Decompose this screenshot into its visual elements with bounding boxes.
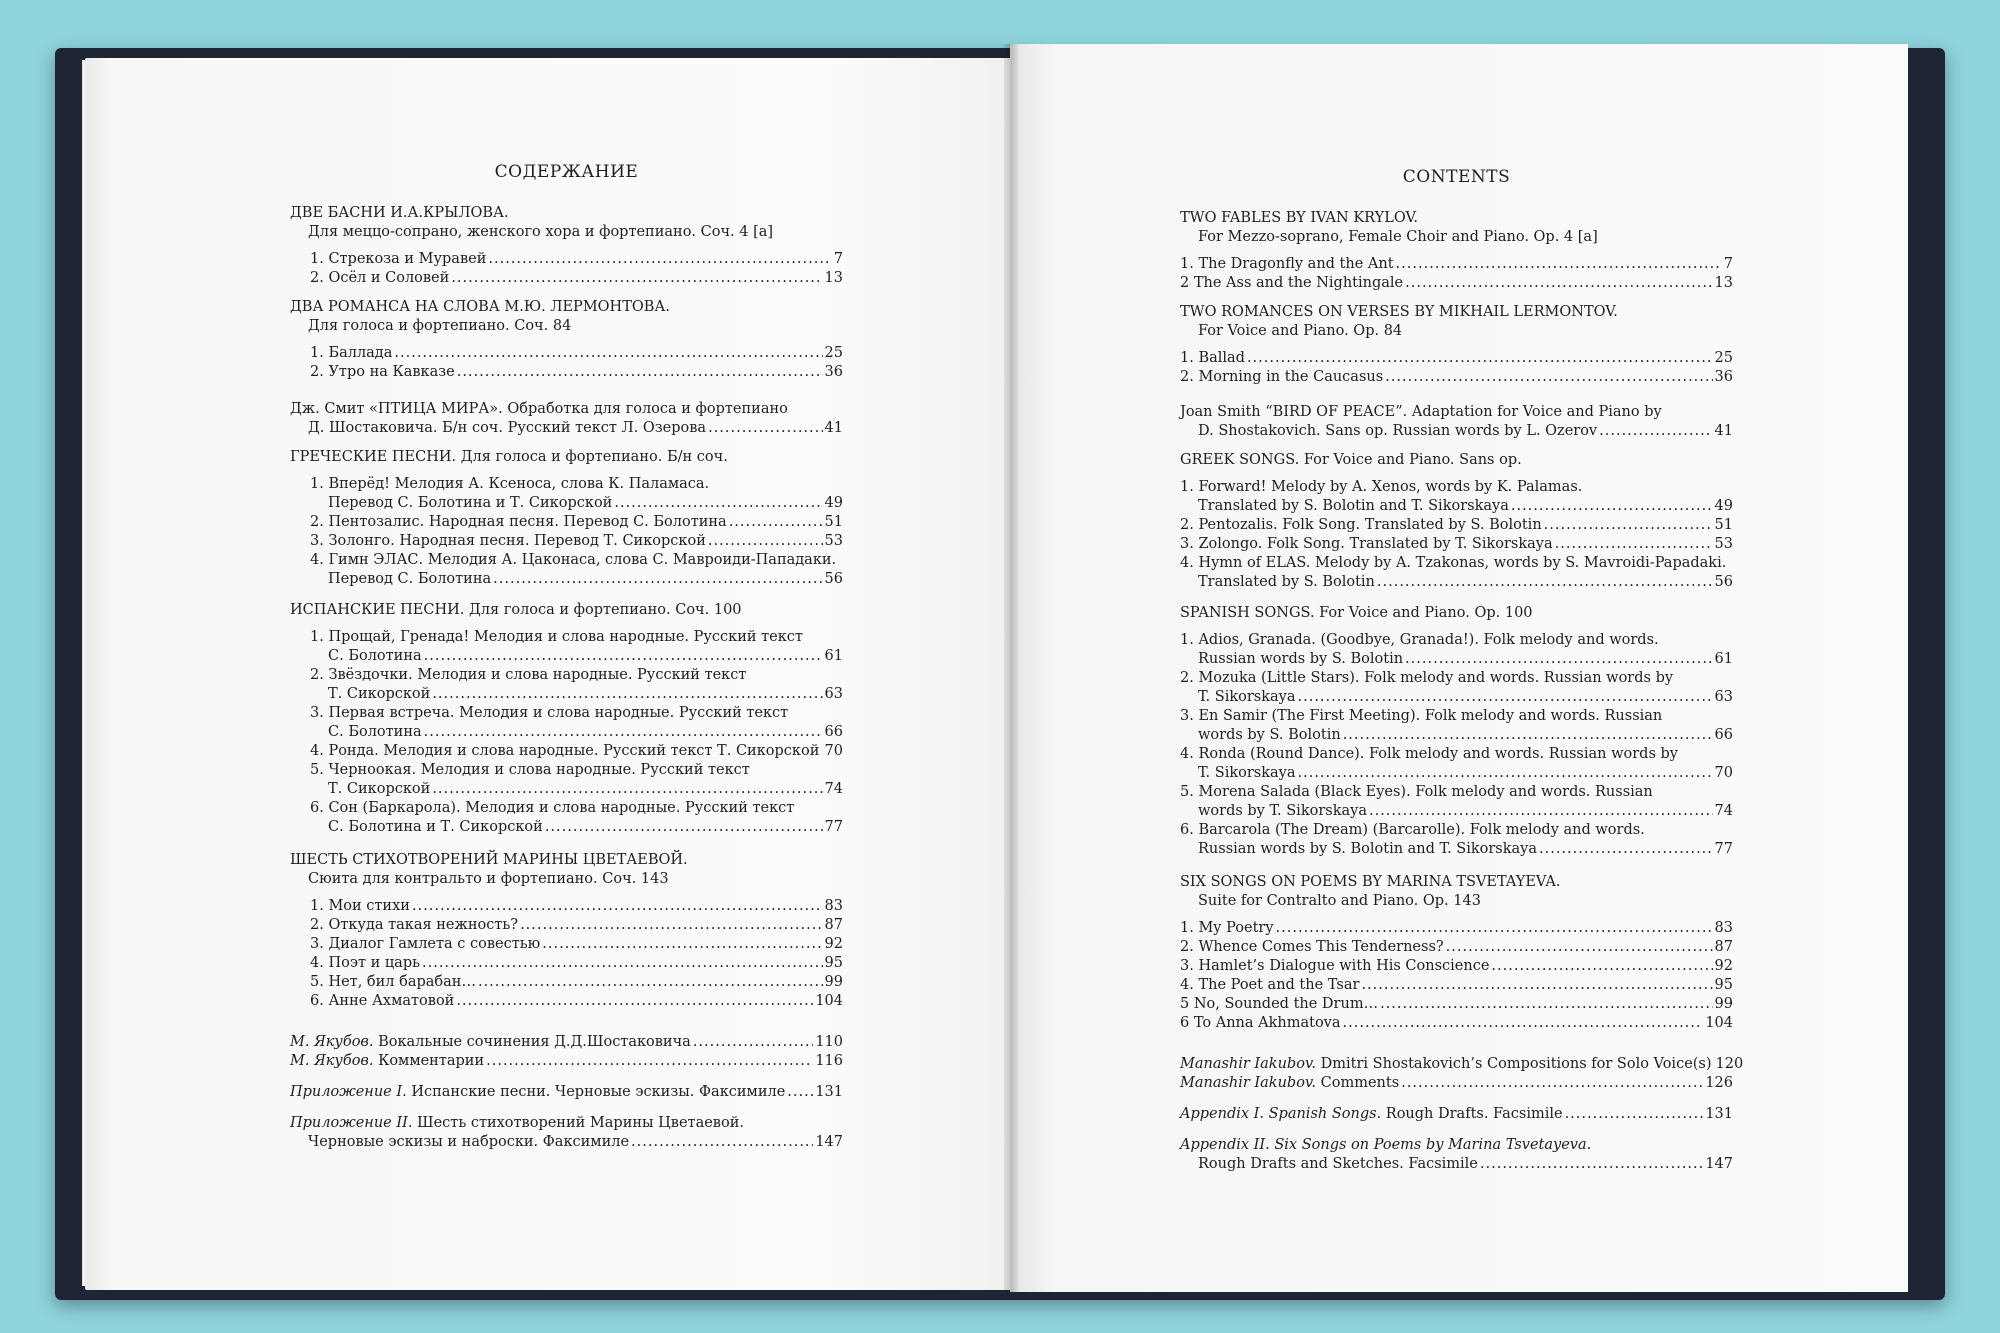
toc-entry: Appendix I. Spanish Songs. Rough Drafts. Facsimile ..... 131 xyxy=(1180,1105,1733,1124)
page-title: СОДЕРЖАНИЕ xyxy=(494,162,639,182)
toc-entry: 3. Zolongo. Folk Song. Translated by T. Sikorskaya ..... 53 xyxy=(1180,535,1733,554)
section xyxy=(290,298,843,382)
toc-entry-line: 1. Вперёд! Мелодия А. Ксеноса, слова К. Паламаса. xyxy=(310,476,710,492)
toc-entry: Черновые эскизы и наброски. Факсимиле ..... 147 xyxy=(290,1133,843,1152)
section-heading: ШЕСТЬ СТИХОТВОРЕНИЙ МАРИНЫ ЦВЕТАЕВОЙ. xyxy=(290,852,688,868)
toc-entry: С. Болотина ..... 61 xyxy=(290,647,843,666)
toc-entry: 3. Диалог Гамлета с совестью ..... 92 xyxy=(290,935,843,954)
section xyxy=(290,448,843,589)
toc-entry: 3. Hamlet’s Dialogue with His Conscience ..... 92 xyxy=(1180,957,1733,976)
page-title: CONTENTS xyxy=(1402,167,1511,187)
appendix-block xyxy=(290,1033,843,1152)
section-heading: ДВА РОМАНСА НА СЛОВА М.Ю. ЛЕРМОНТОВА. xyxy=(290,299,671,315)
section-subtitle: Для меццо-сопрано, женского хора и фортепиано. Соч. 4 [a] xyxy=(308,224,774,240)
toc-entry: 1. Ballad ..... 25 xyxy=(1180,349,1733,368)
section-heading: SPANISH SONGS. For Voice and Piano. Op. 100 xyxy=(1180,605,1533,621)
toc-entry: Manashir Iakubov. Dmitri Shostakovich’s Compositions for Solo Voice(s) 120 xyxy=(1180,1056,1744,1072)
section xyxy=(1180,303,1733,387)
toc-entry-line: 4. Hymn of ELAS. Melody by A. Tzakonas, words by S. Mavroidi-Papadaki. xyxy=(1180,555,1727,571)
toc-entry: Перевод С. Болотина ..... 56 xyxy=(290,570,843,589)
section-heading: ДВЕ БАСНИ И.А.КРЫЛОВА. xyxy=(290,205,509,221)
toc-entry: 6 To Anna Akhmatova ..... 104 xyxy=(1180,1014,1733,1033)
toc-entry: Russian words by S. Bolotin and T. Sikorskaya ..... 77 xyxy=(1180,840,1733,859)
toc-entry: С. Болотина и Т. Сикорской ..... 77 xyxy=(290,818,843,837)
toc-entry: М. Якубов. Вокальные сочинения Д.Д.Шостаковича ..... 110 xyxy=(290,1033,843,1052)
toc-entry-line: 5. Черноокая. Мелодия и слова народные. Русский текст xyxy=(310,762,750,778)
toc-entry: Rough Drafts and Sketches. Facsimile ..... 147 xyxy=(1180,1155,1733,1174)
toc-entry-line: 6. Сон (Баркарола). Мелодия и слова народные. Русский текст xyxy=(310,800,795,816)
toc-entry: Translated by S. Bolotin and T. Sikorskaya ..... 49 xyxy=(1180,497,1733,516)
toc-entry-line: 3. Первая встреча. Мелодия и слова народные. Русский текст xyxy=(310,705,789,721)
section xyxy=(290,400,843,438)
toc-entry-line: Joan Smith “BIRD OF PEACE”. Adaptation for Voice and Piano by xyxy=(1180,404,1662,420)
toc-entry-line: 2. Звёздочки. Мелодия и слова народные. Русский текст xyxy=(310,667,747,683)
toc-entry: words by T. Sikorskaya ..... 74 xyxy=(1180,802,1733,821)
toc-entry: С. Болотина ..... 66 xyxy=(290,723,843,742)
section-subtitle: For Mezzo-soprano, Female Choir and Piano. Op. 4 [a] xyxy=(1198,229,1598,245)
toc-entry: Т. Сикорской ..... 74 xyxy=(290,780,843,799)
toc-entry-line: 5. Morena Salada (Black Eyes). Folk melody and words. Russian xyxy=(1180,784,1653,800)
toc-entry: 1. The Dragonfly and the Ant ..... 7 xyxy=(1180,255,1733,274)
toc-entry: 6. Анне Ахматовой ..... 104 xyxy=(290,992,843,1011)
toc-entry-line: 6. Barcarola (The Dream) (Barcarolle). Folk melody and words. xyxy=(1180,822,1645,838)
toc-entry-line: 1. Adios, Granada. (Goodbye, Granada!). Folk melody and words. xyxy=(1180,632,1659,648)
section xyxy=(290,204,843,288)
toc-entry: T. Sikorskaya ..... 70 xyxy=(1180,764,1733,783)
toc-entry: Т. Сикорской ..... 63 xyxy=(290,685,843,704)
section-heading: ГРЕЧЕСКИЕ ПЕСНИ. Для голоса и фортепиано. Б/н соч. xyxy=(290,449,728,465)
toc-entry: 2. Whence Comes This Tenderness? ..... 87 xyxy=(1180,938,1733,957)
toc-entry: 1. Мои стихи ..... 83 xyxy=(290,897,843,916)
toc-entry: 1. Баллада ..... 25 xyxy=(290,344,843,363)
toc-russian xyxy=(290,163,843,1152)
toc-entry: 2. Осёл и Соловей ..... 13 xyxy=(290,269,843,288)
toc-entry-line: Дж. Смит «ПТИЦА МИРА». Обработка для голоса и фортепиано xyxy=(290,401,788,417)
section-subtitle: Сюита для контральто и фортепиано. Соч. 143 xyxy=(308,871,669,887)
toc-entry: 2. Откуда такая нежность? ..... 87 xyxy=(290,916,843,935)
section xyxy=(1180,873,1733,1033)
toc-entry: 2 The Ass and the Nightingale ..... 13 xyxy=(1180,274,1733,293)
toc-entry: Manashir Iakubov. Comments ..... 126 xyxy=(1180,1074,1733,1093)
section-heading: TWO FABLES BY IVAN KRYLOV. xyxy=(1180,210,1419,226)
toc-entry: Russian words by S. Bolotin ..... 61 xyxy=(1180,650,1733,669)
section-heading: ИСПАНСКИЕ ПЕСНИ. Для голоса и фортепиано. Соч. 100 xyxy=(290,602,742,618)
toc-entry: D. Shostakovich. Sans op. Russian words by L. Ozerov ..... 41 xyxy=(1180,422,1733,441)
section xyxy=(1180,403,1733,441)
section-subtitle: Для голоса и фортепиано. Соч. 84 xyxy=(308,318,572,334)
toc-entry: Перевод С. Болотина и Т. Сикорской ..... 49 xyxy=(290,494,843,513)
toc-entry: 1. Стрекоза и Муравей ..... 7 xyxy=(290,250,843,269)
toc-entry: 3. Золонго. Народная песня. Перевод Т. Сикорской ..... 53 xyxy=(290,532,843,551)
toc-entry: 4. The Poet and the Tsar ..... 95 xyxy=(1180,976,1733,995)
toc-entry: words by S. Bolotin ..... 66 xyxy=(1180,726,1733,745)
toc-entry-line: 1. Forward! Melody by A. Xenos, words by K. Palamas. xyxy=(1180,479,1583,495)
section-subtitle: For Voice and Piano. Op. 84 xyxy=(1198,323,1403,339)
toc-entry: 2. Morning in the Caucasus ..... 36 xyxy=(1180,368,1733,387)
toc-entry: 5. Нет, бил барабан… ..... 99 xyxy=(290,973,843,992)
toc-entry: Д. Шостаковича. Б/н соч. Русский текст Л. Озерова ..... 41 xyxy=(290,419,843,438)
toc-entry-line: Appendix II. Six Songs on Poems by Marina Tsvetayeva. xyxy=(1180,1137,1592,1153)
toc-entry-line: 1. Прощай, Гренада! Мелодия и слова народные. Русский текст xyxy=(310,629,803,645)
toc-entry: 2. Pentozalis. Folk Song. Translated by S. Bolotin ..... 51 xyxy=(1180,516,1733,535)
section xyxy=(290,601,843,837)
toc-entry: Приложение I. Испанские песни. Черновые эскизы. Факсимиле ..... 131 xyxy=(290,1083,843,1102)
toc-entry: 5 No, Sounded the Drum… ..... 99 xyxy=(1180,995,1733,1014)
section-heading: GREEK SONGS. For Voice and Piano. Sans op. xyxy=(1180,452,1522,468)
toc-entry-line: Приложение II. Шесть стихотворений Марины Цветаевой. xyxy=(290,1115,744,1131)
toc-entry: 2. Пентозалис. Народная песня. Перевод С. Болотина ..... 51 xyxy=(290,513,843,532)
section xyxy=(1180,209,1733,293)
toc-entry: Translated by S. Bolotin ..... 56 xyxy=(1180,573,1733,592)
toc-entry: 4. Поэт и царь ..... 95 xyxy=(290,954,843,973)
toc-english xyxy=(1180,167,1744,1174)
section xyxy=(290,851,843,1011)
toc-entry-line: 4. Гимн ЭЛАС. Мелодия А. Цаконаса, слова С. Мавроиди-Пападаки. xyxy=(310,552,837,568)
section xyxy=(1180,451,1733,592)
section-heading: SIX SONGS ON POEMS BY MARINA TSVETAYEVA. xyxy=(1180,874,1561,890)
toc-entry-line: 2. Mozuka (Little Stars). Folk melody and words. Russian words by xyxy=(1180,670,1674,686)
toc-entry: 2. Утро на Кавказе ..... 36 xyxy=(290,363,843,382)
toc-entry: T. Sikorskaya ..... 63 xyxy=(1180,688,1733,707)
section-subtitle: Suite for Contralto and Piano. Op. 143 xyxy=(1198,893,1481,909)
section xyxy=(1180,604,1733,859)
toc-entry: 1. My Poetry ..... 83 xyxy=(1180,919,1733,938)
toc-entry: 4. Ронда. Мелодия и слова народные. Русский текст Т. Сикорской ..... 70 xyxy=(290,742,843,761)
book-spine xyxy=(1004,44,1018,1292)
section-heading: TWO ROMANCES ON VERSES BY MIKHAIL LERMONTOV. xyxy=(1180,304,1618,320)
toc-entry-line: 4. Ronda (Round Dance). Folk melody and words. Russian words by xyxy=(1180,746,1678,762)
toc-entry: М. Якубов. Комментарии ..... 116 xyxy=(290,1052,843,1071)
toc-entry-line: 3. En Samir (The First Meeting). Folk melody and words. Russian xyxy=(1180,708,1663,724)
appendix-block xyxy=(1180,1055,1744,1174)
